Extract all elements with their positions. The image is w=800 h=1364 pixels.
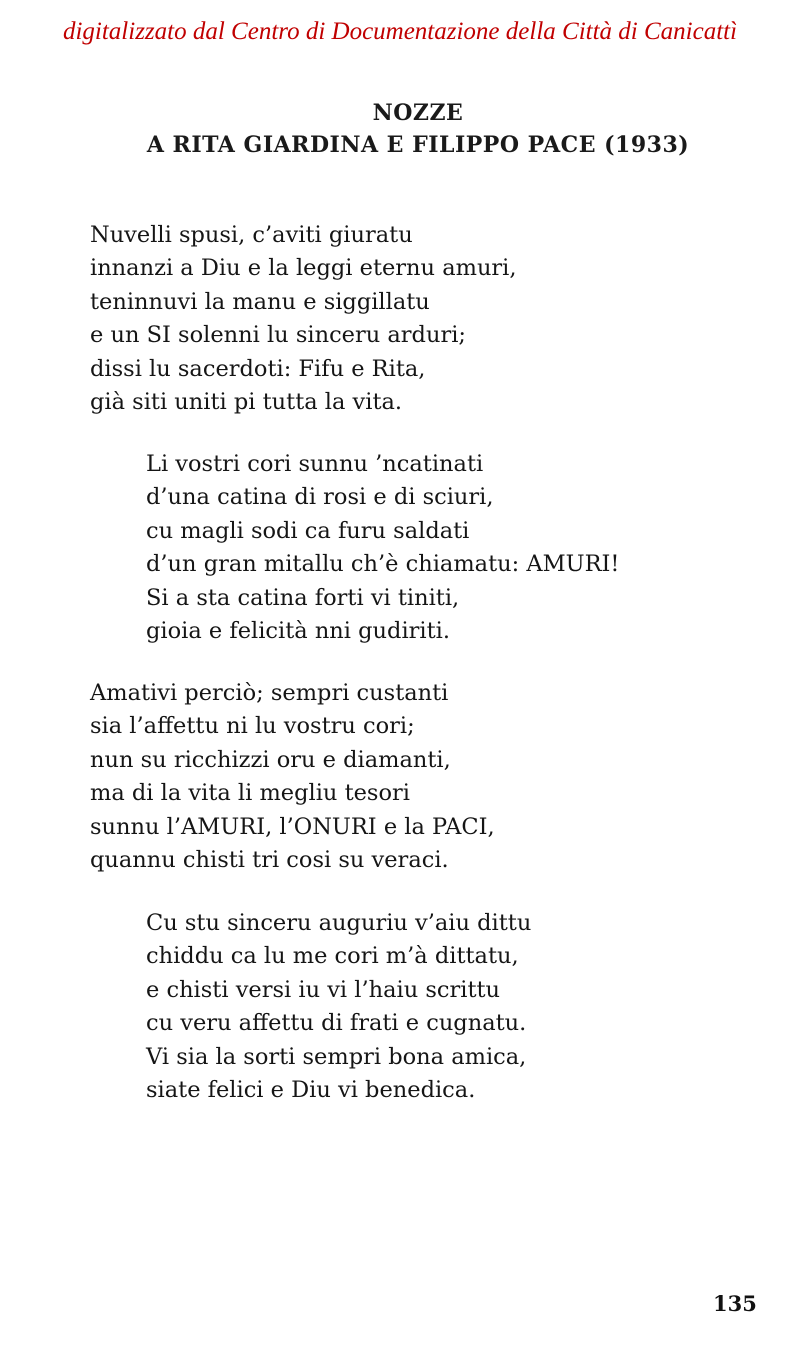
- verse-line: nun su ricchizzi oru e diamanti,: [90, 746, 451, 773]
- verse-line: ma di la vita li megliu tesori: [90, 780, 410, 807]
- verse-line: quannu chisti tri cosi su veraci.: [90, 846, 449, 873]
- stanza-1: [90, 219, 517, 419]
- verse-line: cu veru affettu di frati e cugnatu.: [146, 1010, 527, 1037]
- verse-line: e un SI solenni lu sinceru arduri;: [90, 322, 466, 349]
- verse-line: sunnu l’AMURI, l’ONURI e la PACI,: [90, 813, 495, 840]
- poem-title: NOZZE: [372, 100, 464, 126]
- page-number: 135: [713, 1291, 757, 1316]
- poem-dedication: A RITA GIARDINA E FILIPPO PACE (1933): [146, 132, 690, 158]
- verse-line: d’una catina di rosi e di sciuri,: [146, 484, 494, 511]
- stanza-3: [90, 677, 495, 877]
- verse-line: chiddu ca lu me cori m’à dittatu,: [146, 943, 519, 970]
- verse-line: sia l’affettu ni lu vostru cori;: [90, 713, 415, 740]
- verse-line: Si a sta catina forti vi tiniti,: [146, 584, 460, 611]
- verse-line: dissi lu sacerdoti: Fifu e Rita,: [90, 355, 426, 382]
- verse-line: teninnuvi la manu e siggillatu: [90, 288, 430, 315]
- stanza-4: [146, 907, 531, 1107]
- verse-line: innanzi a Diu e la leggi eternu amuri,: [90, 255, 517, 282]
- verse-line: Vi sia la sorti sempri bona amica,: [146, 1043, 527, 1070]
- verse-line: Cu stu sinceru auguriu v’aiu dittu: [146, 910, 532, 936]
- verse-line: siate felici e Diu vi benedica.: [146, 1076, 476, 1103]
- verse-line: Amativi perciò; sempri custanti: [90, 680, 449, 706]
- verse-line: d’un gran mitallu ch’è chiamatu: AMURI!: [146, 551, 620, 578]
- digitization-watermark: digitalizzato dal Centro di Documentazione della Città di Canicattì: [62, 18, 738, 45]
- verse-line: cu magli sodi ca furu saldati: [146, 517, 470, 544]
- verse-line: gioia e felicità nni gudiriti.: [146, 617, 450, 644]
- verse-line: e chisti versi iu vi l’haiu scrittu: [146, 976, 501, 1003]
- verse-line: Li vostri cori sunnu ’ncatinati: [146, 451, 484, 477]
- verse-line: Nuvelli spusi, c’aviti giuratu: [90, 222, 413, 248]
- stanza-2: [146, 448, 619, 648]
- verse-line: già siti uniti pi tutta la vita.: [90, 388, 403, 415]
